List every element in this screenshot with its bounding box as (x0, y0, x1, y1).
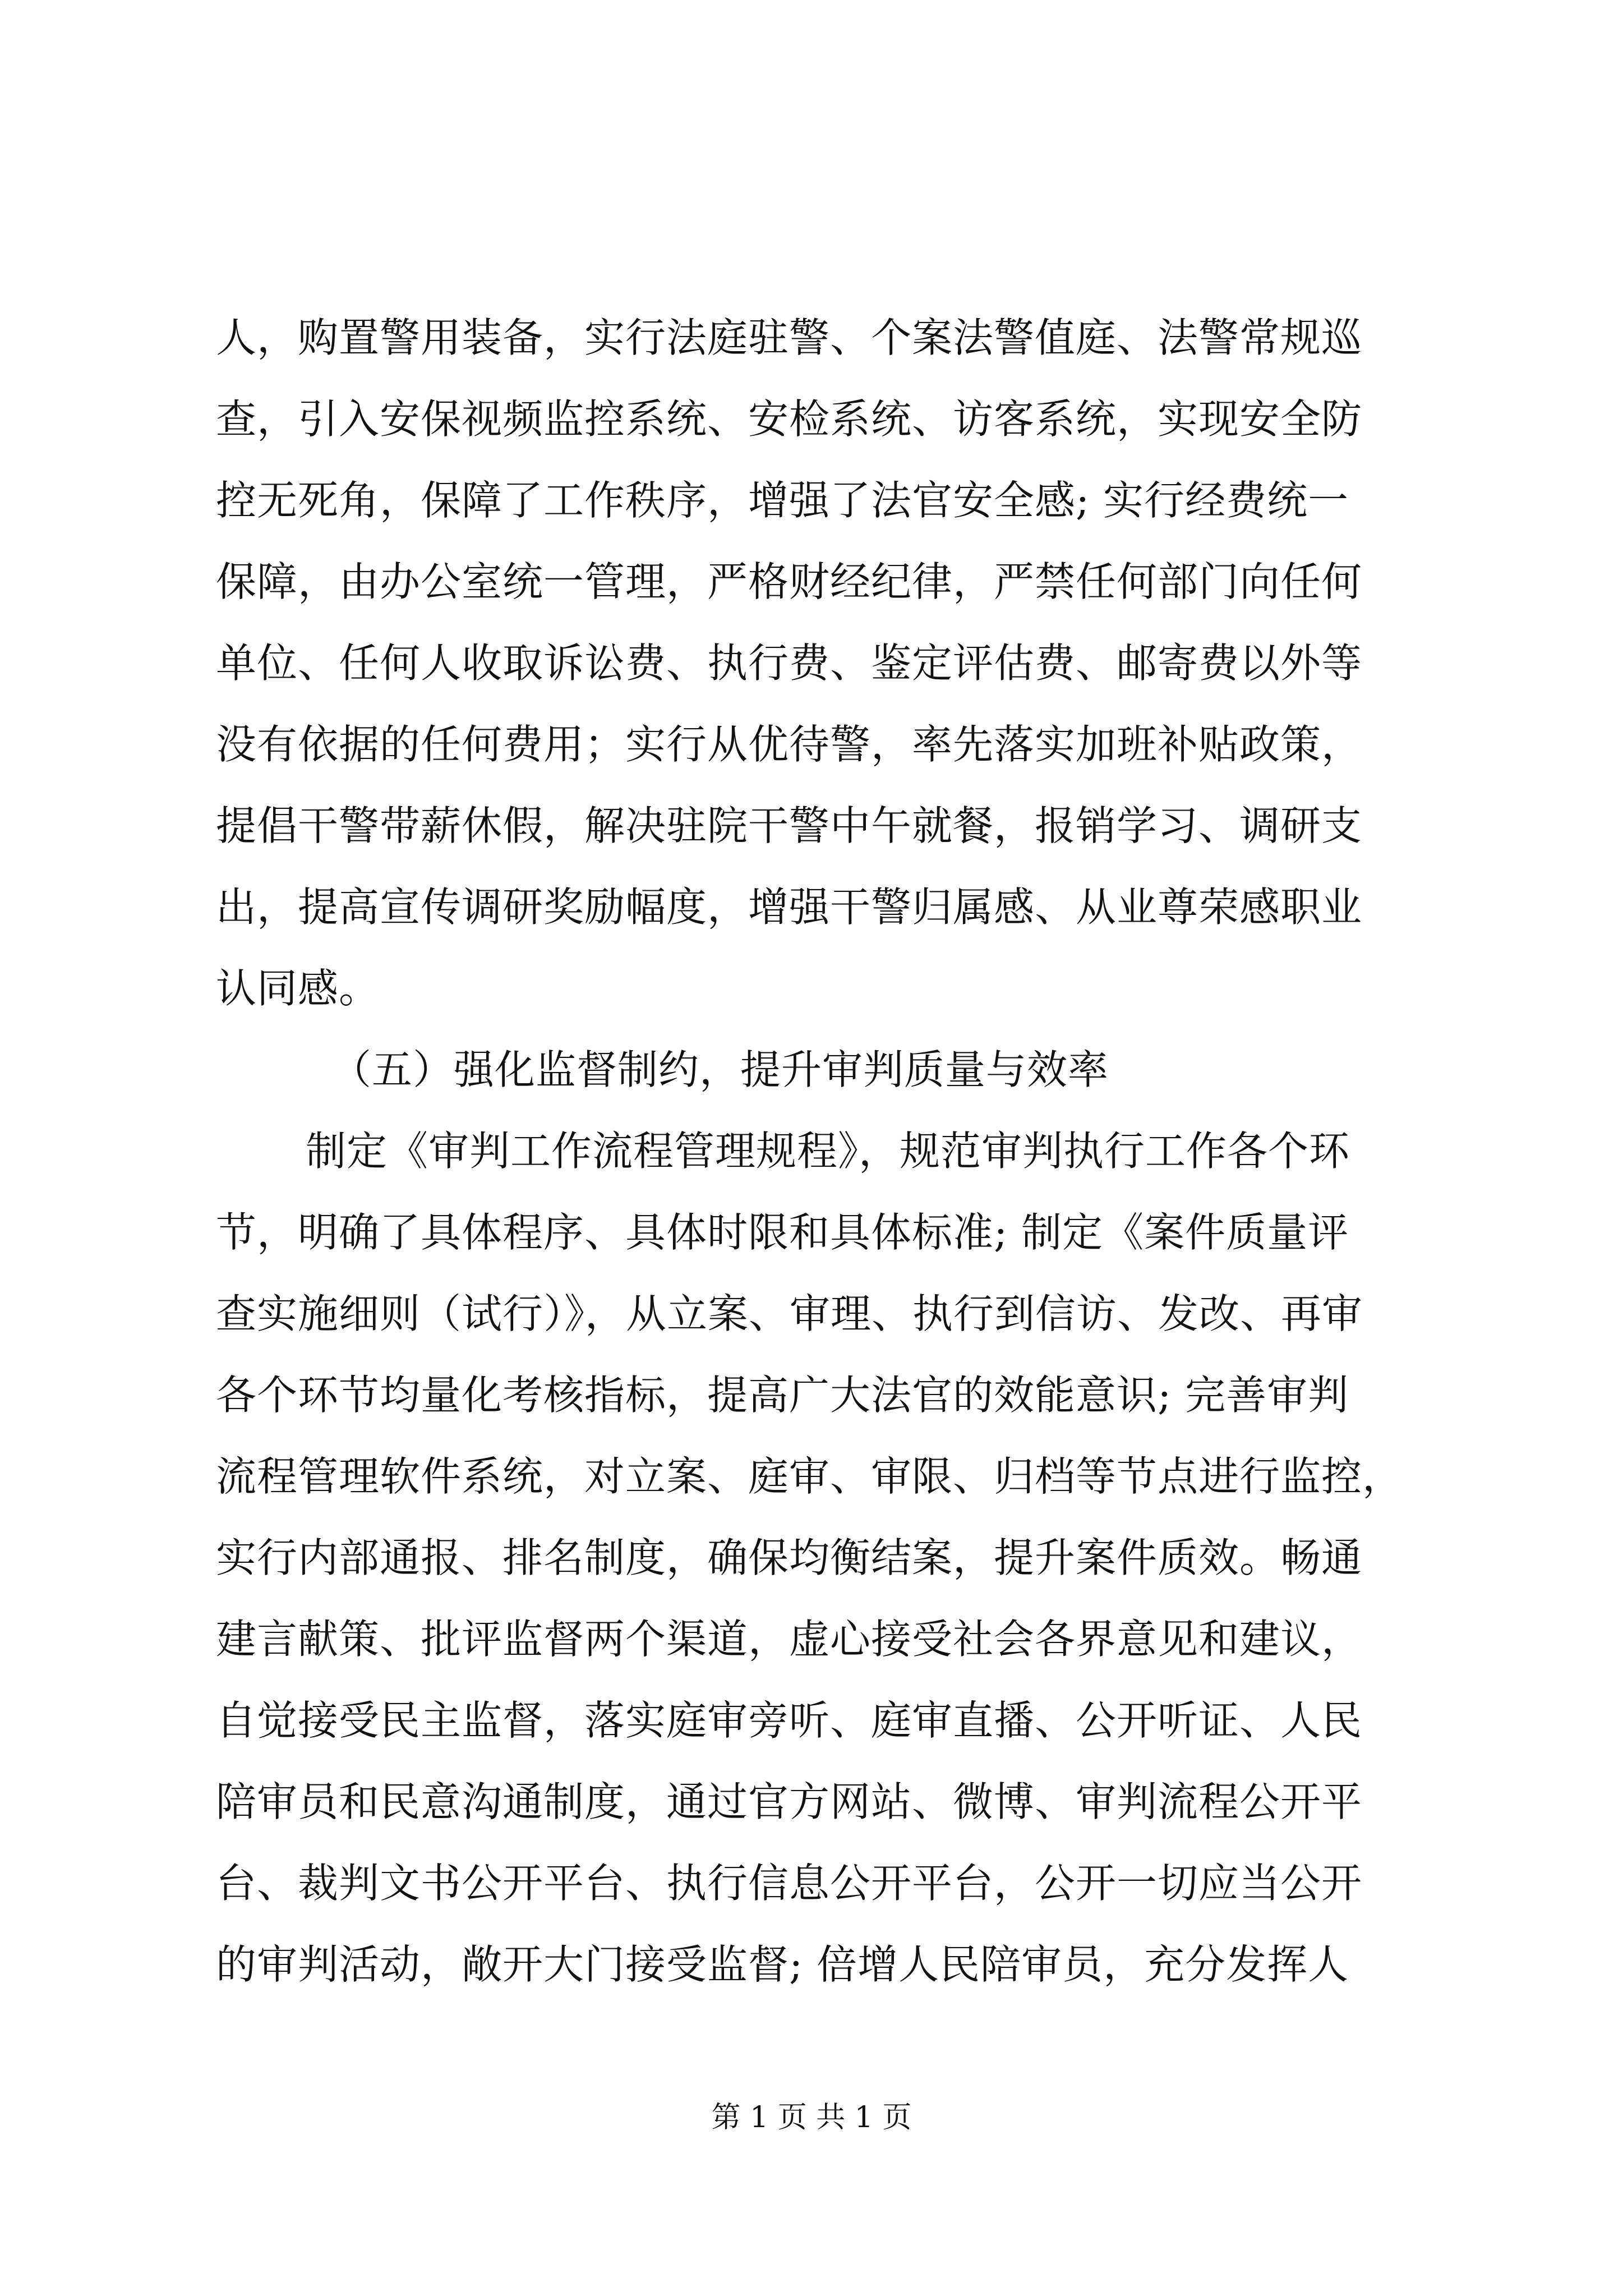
text-line-5: 单位、任何人收取诉讼费、执行费、鉴定评估费、邮寄费以外等 (216, 639, 1363, 687)
text-line-16: 实行内部通报、排名制度，确保均衡结案，提升案件质效。畅通 (216, 1534, 1363, 1581)
page-footer: 第 1 页 共 1 页 (711, 2101, 912, 2134)
text-line-14: 各个环节均量化考核指标，提高广大法官的效能意识; 完善审判 (216, 1372, 1349, 1419)
text-line-6: 没有依据的任何费用；实行从优待警，率先落实加班补贴政策， (216, 721, 1363, 768)
text-line-17: 建言献策、批评监督两个渠道，虚心接受社会各界意见和建议， (216, 1616, 1363, 1663)
text-line-13: 查实施细则（试行）》，从立案、审理、执行到信访、发改、再审 (216, 1290, 1363, 1337)
text-line-2: 查，引入安保视频监控系统、安检系统、访客系统，实现安全防 (216, 395, 1363, 443)
text-line-12: 节，明确了具体程序、具体时限和具体标准; 制定《案件质量评 (216, 1209, 1349, 1256)
text-line-18: 自觉接受民主监督，落实庭审旁听、庭审直播、公开听证、人民 (216, 1697, 1363, 1744)
text-line-11: 制定《审判工作流程管理规程》，规范审判执行工作各个环 (306, 1128, 1350, 1175)
text-line-8: 出，提高宣传调研奖励幅度，增强干警归属感、从业尊荣感职业 (216, 884, 1363, 931)
text-line-1: 人，购置警用装备，实行法庭驻警、个案法警值庭、法警常规巡 (216, 314, 1363, 361)
body-text (216, 297, 1419, 2005)
text-line-21: 的审判活动，敞开大门接受监督; 倍增人民陪审员，充分发挥人 (216, 1941, 1349, 1988)
text-line-4: 保障，由办公室统一管理，严格财经纪律，严禁任何部门向任何 (216, 558, 1363, 605)
text-line-3: 控无死角，保障了工作秩序，增强了法官安全感; 实行经费统一 (216, 477, 1349, 524)
text-line-15: 流程管理软件系统，对立案、庭审、审限、归档等节点进行监控， (216, 1453, 1404, 1500)
text-line-20: 台、裁判文书公开平台、执行信息公开平台，公开一切应当公开 (216, 1860, 1363, 1907)
text-line-19: 陪审员和民意沟通制度，通过官方网站、微博、审判流程公开平 (216, 1778, 1363, 1825)
section-heading: （五）强化监督制约，提升审判质量与效率 (331, 1046, 1109, 1093)
text-line-7: 提倡干警带薪休假，解决驻院干警中午就餐，报销学习、调研支 (216, 802, 1363, 849)
text-line-9: 认同感。 (216, 965, 380, 1012)
